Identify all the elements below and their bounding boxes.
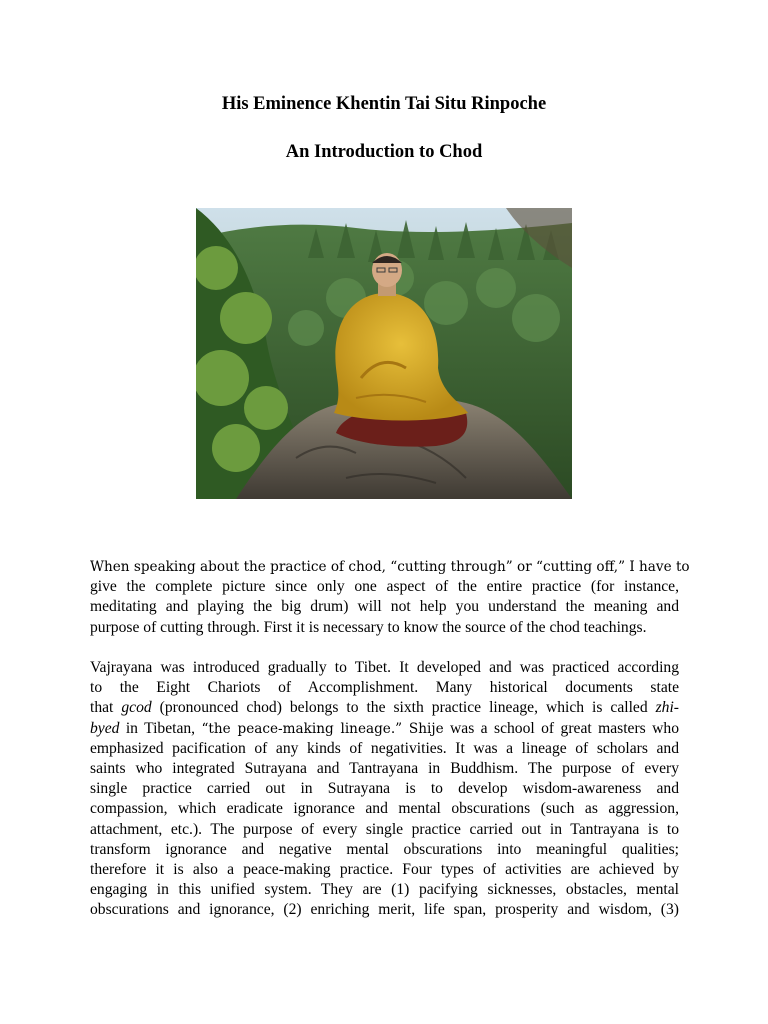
text-line: saints who integrated Sutrayana and Tantrayana in Buddhism. The purpose of every — [90, 760, 679, 778]
document-subtitle: An Introduction to Chod — [285, 142, 483, 162]
text-line: emphasized pacification of any kinds of negativities. It was a lineage of scholars and — [90, 739, 679, 757]
text-line: transform ignorance and negative mental obscurations into meaningful qualities; — [90, 840, 679, 858]
term-gcod: gcod — [121, 699, 152, 717]
portrait-photo — [196, 208, 572, 499]
paragraph-intro — [90, 557, 690, 638]
text-run: in Tibetan, — [119, 719, 202, 737]
portrait-photo-icon — [196, 208, 572, 499]
text-line: give the complete picture since only one aspect of the entire practice (for instance, — [90, 578, 679, 596]
text-line: When speaking about the practice of chod, “cutting through” or “cutting off,” I have to — [90, 559, 690, 575]
paragraph-vajrayana — [90, 658, 679, 921]
text-line: compassion, which eradicate ignorance and mental obscurations (such as aggression, — [90, 800, 679, 818]
document-title: His Eminence Khentin Tai Situ Rinpoche — [221, 94, 547, 114]
text-line: therefore it is also a peace-making practice. Four types of activities are achieved by — [90, 861, 679, 879]
text-line: engaging in this unified system. They are (1) pacifying sicknesses, obstacles, mental — [90, 881, 679, 899]
text-run: “the peace-making lineage.” Shije — [201, 720, 444, 737]
text-line: to the Eight Chariots of Accomplishment. Many historical documents state — [90, 679, 679, 697]
text-run: was a school of great masters who — [443, 719, 679, 737]
text-line: obscurations and ignorance, (2) enriching merit, life span, prosperity and wisdom, (3) — [90, 901, 679, 919]
text-line: attachment, etc.). The purpose of every single practice carried out in Tantrayana is to — [90, 820, 679, 838]
text-line: Vajrayana was introduced gradually to Tibet. It developed and was practiced according — [90, 659, 679, 676]
text-line — [90, 698, 679, 718]
text-run: that — [90, 699, 122, 717]
term-zhibyed: byed — [90, 719, 120, 737]
text-run: (pronounced chod) belongs to the sixth practice lineage, which is called — [151, 699, 656, 717]
term-zhibyed: zhi- — [655, 699, 679, 717]
text-line: meditating and playing the big drum) will not help you understand the meaning and — [90, 598, 679, 616]
text-line — [90, 719, 679, 739]
text-line: purpose of cutting through. First it is necessary to know the source of the chod teachings. — [90, 618, 647, 636]
text-line: single practice carried out in Sutrayana is to develop wisdom-awareness and — [90, 780, 679, 798]
